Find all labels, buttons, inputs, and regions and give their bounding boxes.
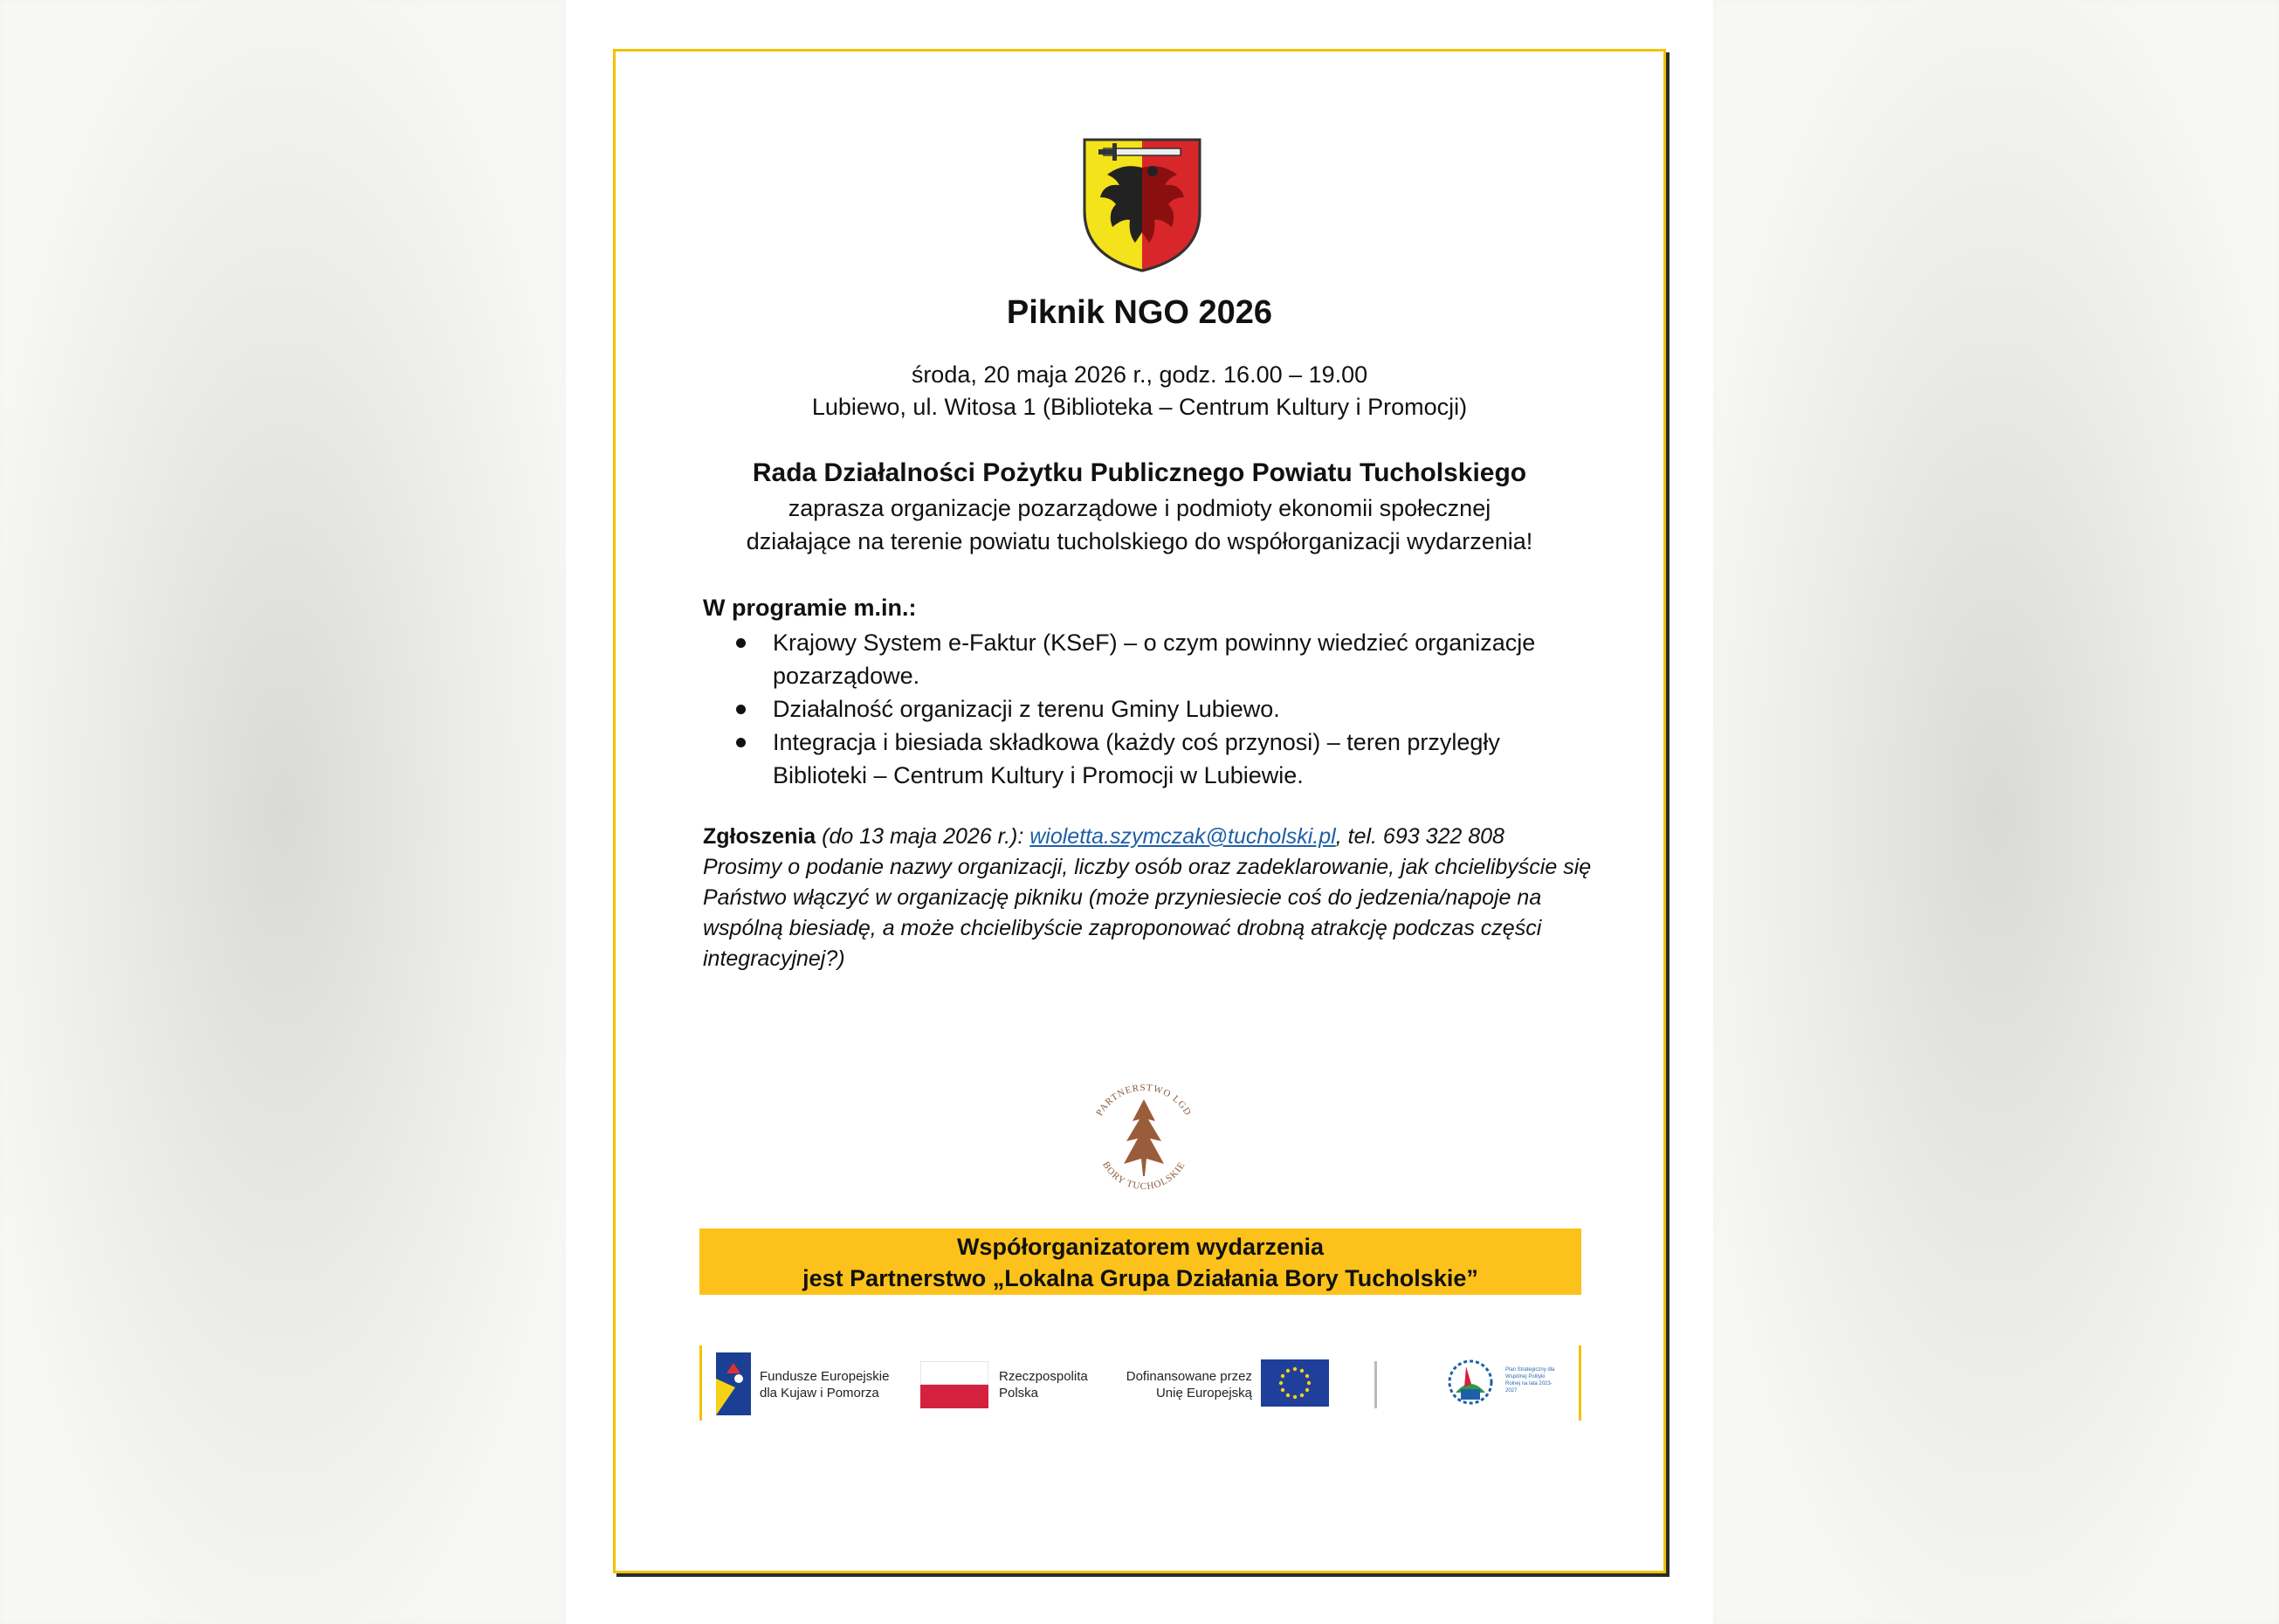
- registration-label: Zgłoszenia: [703, 824, 816, 849]
- program-item: Integracja i biesiada składkowa (każdy coś przynosi) – teren przyległy Biblioteki – Centrum Kultury i Promocji w Lubiewie.: [703, 726, 1594, 792]
- organizer-name: Rada Działalności Pożytku Publicznego Powiatu Tucholskiego: [752, 458, 1527, 487]
- event-date: środa, 20 maja 2026 r., godz. 16.00 – 19.00: [911, 361, 1368, 388]
- event-place: Lubiewo, ul. Witosa 1 (Biblioteka – Centrum Kultury i Promocji): [811, 394, 1468, 420]
- bullet-icon: [736, 738, 746, 747]
- registration-deadline: (do 13 maja 2026 r.):: [822, 824, 1024, 849]
- poster-page: [566, 0, 1713, 1624]
- program-item: Krajowy System e-Faktur (KSeF) – o czym powinny wiedzieć organizacje pozarządowe.: [703, 626, 1594, 692]
- svg-text:PARTNERSTWO LGD: PARTNERSTWO LGD: [1094, 1082, 1194, 1118]
- polish-flag-icon: [920, 1361, 988, 1408]
- coat-of-arms-icon: [1081, 136, 1203, 274]
- registration-email-link[interactable]: wioletta.szymczak@tucholski.pl: [1029, 824, 1336, 849]
- background-right: [1713, 0, 2279, 1624]
- rp-text-line-2: Polska: [999, 1386, 1039, 1400]
- registration-phone: , tel. 693 322 808: [1335, 824, 1504, 849]
- registration-block: [703, 822, 1594, 974]
- invite-line-1: zaprasza organizacje pozarządowe i podmioty ekonomii społecznej: [788, 495, 1491, 521]
- funding-logos-bar: [699, 1345, 1581, 1421]
- registration-note: Prosimy o podanie nazwy organizacji, liczby osób oraz zadeklarowanie, jak chcielibyście się Państwo włączyć w organizację pikniku (może przyniesiecie coś do jedzenia/napoje na wspólną biesiadę, a może chcielibyście zaproponować drobną atrakcję podczas części integracyjnej?): [703, 855, 1592, 971]
- background-left: [0, 0, 566, 1624]
- program-item: Działalność organizacji z terenu Gminy Lubiewo.: [703, 692, 1594, 726]
- coorganizer-banner: [699, 1228, 1581, 1295]
- prow-logo-icon: [1440, 1358, 1501, 1410]
- lgd-seal-icon: [1078, 1073, 1209, 1204]
- eu-text-line-2: Unię Europejską: [1155, 1386, 1252, 1400]
- banner-line-1: Współorganizatorem wydarzenia: [956, 1234, 1325, 1260]
- fe-text-line-1: Fundusze Europejskie: [760, 1369, 890, 1384]
- prow-text: Plan Strategiczny dla Wspólnej Polityki Rolnej na lata 2023-2027: [1505, 1367, 1555, 1393]
- bullet-icon: [736, 705, 746, 714]
- program-list: [703, 626, 1594, 792]
- invite-line-2: działające na terenie powiatu tucholskiego do współorganizacji wydarzenia!: [746, 528, 1533, 554]
- banner-line-2: jest Partnerstwo „Lokalna Grupa Działania Bory Tucholskie”: [802, 1265, 1478, 1291]
- fe-text-line-2: dla Kujaw i Pomorza: [760, 1386, 879, 1400]
- bullet-icon: [736, 638, 746, 648]
- poster-frame: [613, 49, 1666, 1573]
- logos-separator: [1374, 1361, 1377, 1408]
- poster-title: Piknik NGO 2026: [1006, 294, 1273, 331]
- program-heading: W programie m.in.:: [703, 595, 917, 621]
- rp-text-line-1: Rzeczpospolita: [999, 1369, 1088, 1384]
- eu-flag-icon: [1261, 1359, 1329, 1407]
- svg-text:BORY TUCHOLSKIE: BORY TUCHOLSKIE: [1100, 1160, 1188, 1193]
- eu-text-line-1: Dofinansowane przez: [1126, 1369, 1252, 1384]
- fe-logo-icon: [716, 1352, 751, 1415]
